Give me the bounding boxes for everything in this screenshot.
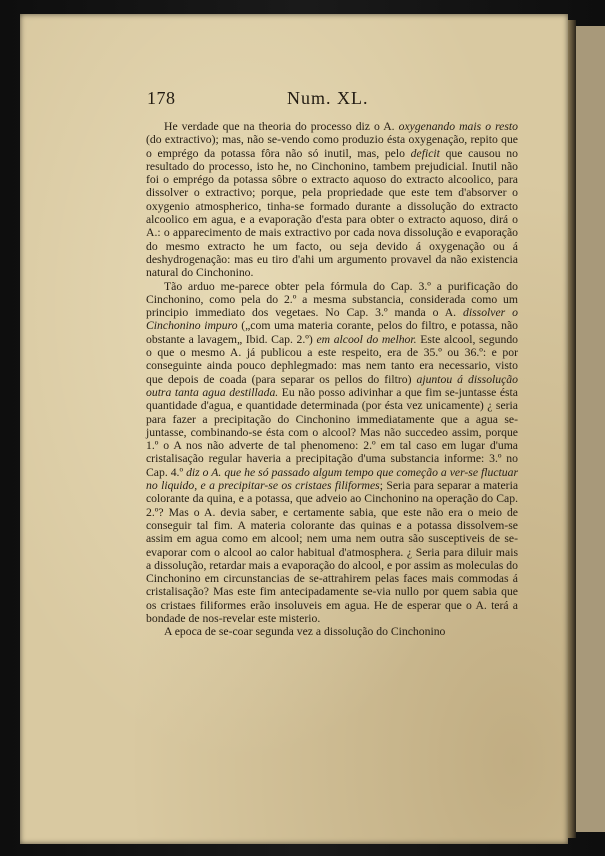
text-run: Eu não posso adivinhar a que fim se-juntasse ésta quantidade d'agua, e quantidade determinada (por ésta vez unicamente) ¿ seria para fazer a precipitação do Cinchonino immediatamente que a agua se-juntasse, combinando-se ésta com o alcool? Mas não succedeo assim, porque 1.º o A nos não adverte de tal phenomeno: 2.º em tal caso em lugar d'uma cristalisação regular haveria a precipitação d'uma substancia informe: 3.º no Cap. 4.º [146,385,518,479]
text-run: Tão arduo me-parece obter pela fórmula do Cap. 3.º a purificação do Cinchonino, como pela do 2.º a mesma substancia, considerada como um principio immediato dos vegetaes. No Cap. 3.º manda o A. [146,279,518,320]
italic-text: deficit [410,146,440,160]
page-number: 178 [147,88,176,108]
running-head [147,88,377,112]
italic-text: diz o A. que he só passado algum tempo que começão a ver-se fluctuar no liquido, e a precipitar-se os cristaes filiformes [146,465,518,493]
italic-text: ajuntou á dissolução outra tanta agua destillada. [146,372,518,399]
text-run: que causou no resultado do processo, isto he, no Cinchonino, tambem prejudicial. Inutil não foi o emprégo da potassa sôbre o extracto aquoso do extracto alcoolico, para dissolver o extractivo; porque, pela propriedade que este tem d'absorver o oxygenio atmospherico, tinha-se formado durante a dissolução do extracto alcoolico em agua, e a evaporação d'esta para obter o extracto aquoso, dirá o A.: o apparecimento de mais extractivo por cada nova dissolução e evaporação do mesmo extracto he um facto, ou seja devido á oxygenação ou á deshydrogenação: mas eu tiro d'ahi um argumento provavel da não existencia natural do Cinchonino. [146,146,518,280]
text-run: („com uma materia corante, pelos do filtro, e potassa, não obstante a lavagem„ Ibid. Cap. 2.º) [146,319,518,346]
text-run: He verdade que na theoria do processo diz o A. [164,120,399,133]
section-heading: Num. XL. [287,88,369,108]
text-run: ; Seria para separar a materia colorante da quina, e a potassa, que adveio ao Cinchonino na operação do Cap. 2.º? Mas o A. devia saber, e certamente sabia, que este não era o meio de conseguir tal fim. A materia colorante das quinas e a potassa dissolvem-se assim em agua como em alcool; nem uma nem outra são susceptiveis de se-evaporar com o alcool ao calor habitual d'atmosphera. ¿ Seria para diluir mais a dissolução, retardar mais a evaporação do alcool, e por assim as moleculas do Cinchonino em circunstancias de se-attrahirem pelas faces mais commodas á cristalisação? Mas este fim antecipadamente se-via nullo por quem sabia que os cristaes filiformes erão insoluveis em agua. He de esperar que o A. terá a bondade de nos-revelar este misterio. [146,479,519,625]
italic-text: dissolver o Cinchonino impuro [146,306,518,333]
paragraph [146,120,518,280]
text-run: (do extractivo); mas, não se-vendo como produzio ésta oxygenação, repito que o emprégo da potassa fôra não só inutil, mas, pelo [146,133,518,160]
paragraph [146,625,518,638]
facing-page-edge [574,26,605,832]
body-text [146,120,518,639]
paragraph [146,280,518,626]
text-run: A epoca de se-coar segunda vez a dissolução do Cinchonino [164,625,446,639]
italic-text: em alcool do melhor. [316,332,417,346]
italic-text: oxygenando mais o resto [398,120,519,133]
text-run: Este alcool, segundo o que o mesmo A. já publicou a este respeito, era de 35.º ou 36.º: e por conseguinte ainda pouco dephlegmado: mas nem tanto era necessario, visto que depois de coada (para separar os pellos do filtro) [146,332,519,386]
